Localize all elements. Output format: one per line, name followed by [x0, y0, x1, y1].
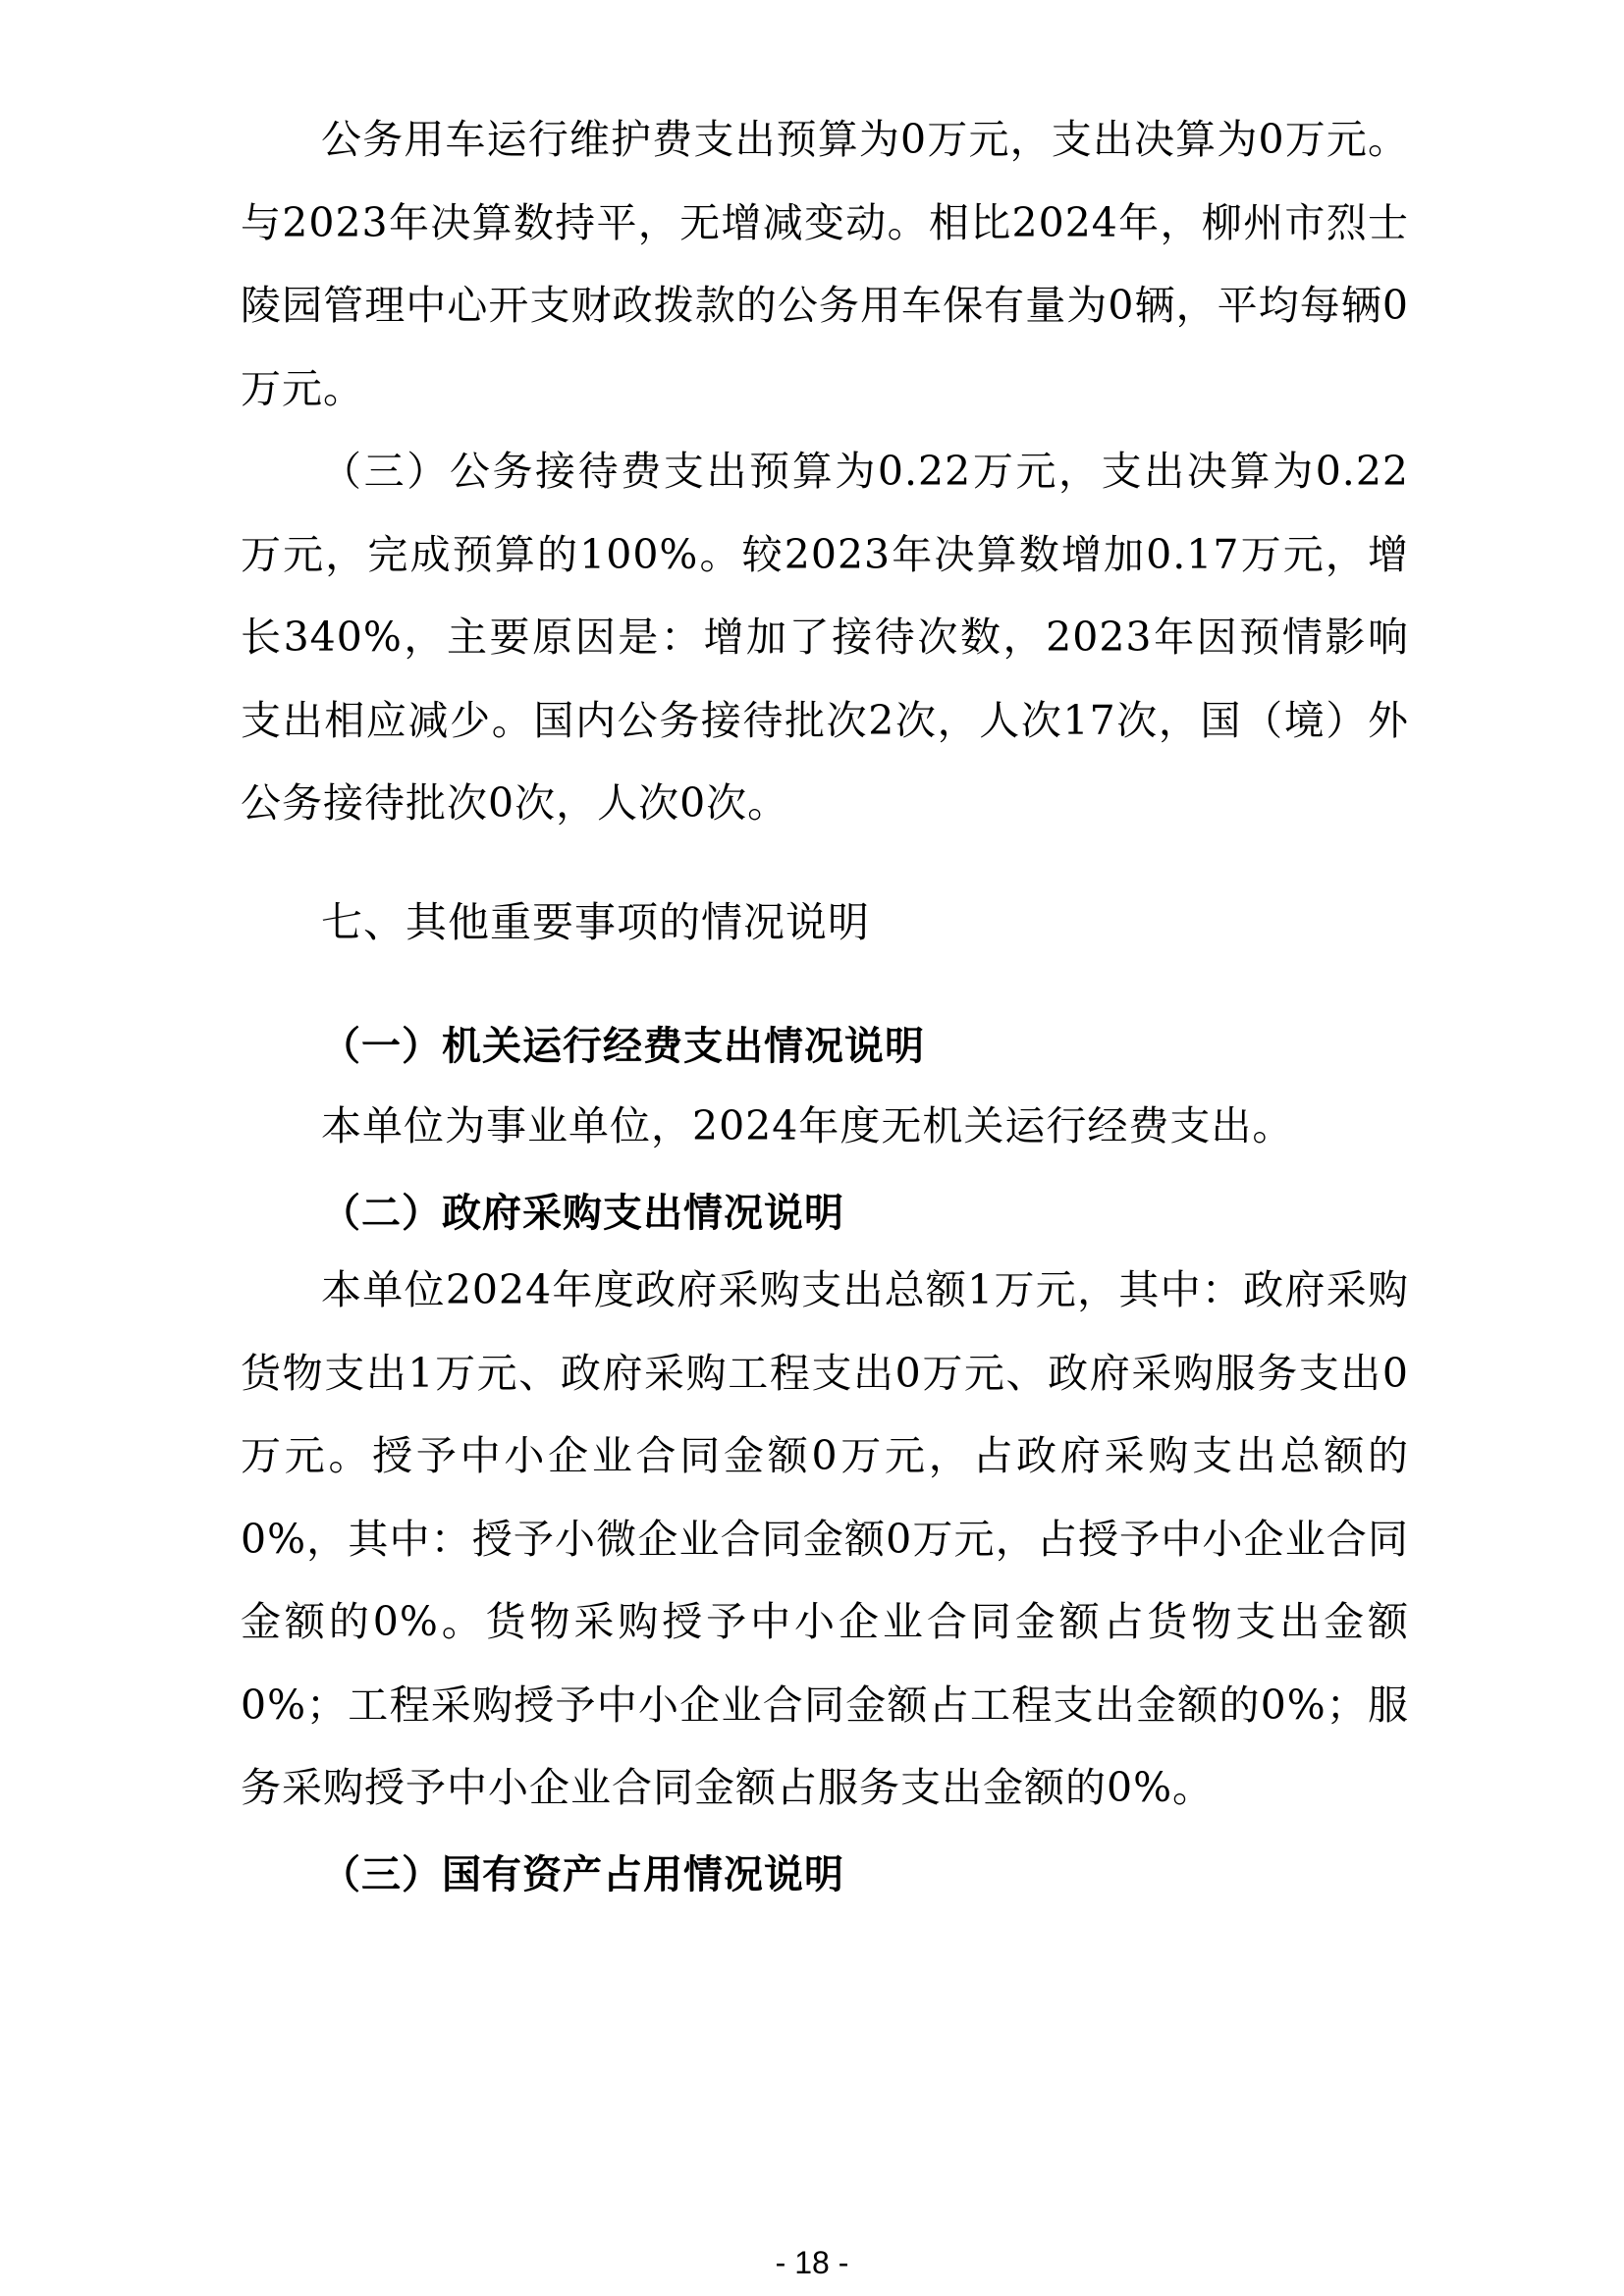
section-heading-other-matters: 七、其他重要事项的情况说明 [321, 898, 871, 946]
vehicle-maintenance-paragraph: 公务用车运行维护费支出预算为0万元，支出决算为0万元。与2023年决算数持平，无增减变动。相比2024年，柳州市烈士陵园管理中心开支财政拨款的公务用车保有量为0辆，平均每辆0万元。 [241, 116, 1409, 412]
sub-heading-agency-operation: （一）机关运行经费支出情况说明 [321, 1024, 925, 1069]
agency-operation-paragraph: 本单位为事业单位，2024年度无机关运行经费支出。 [321, 1102, 1294, 1149]
sub-heading-government-procurement: （二）政府采购支出情况说明 [321, 1191, 844, 1236]
page-number: - 18 - [775, 2245, 849, 2280]
reception-expense-paragraph: （三）公务接待费支出预算为0.22万元，支出决算为0.22万元，完成预算的100%。较2023年决算数增加0.17万元，增长340%，主要原因是：增加了接待次数，2023年因预情影响支出相应减少。国内公务接待批次2次，人次17次，国（境）外公务接待批次0次，人次0次。 [241, 448, 1409, 827]
sub-heading-state-assets: （三）国有资产占用情况说明 [321, 1852, 844, 1897]
procurement-paragraph: 本单位2024年度政府采购支出总额1万元，其中：政府采购货物支出1万元、政府采购工程支出0万元、政府采购服务支出0万元。授予中小企业合同金额0万元，占政府采购支出总额的0%，其中：授予小微企业合同金额0万元，占授予中小企业合同金额的0%。货物采购授予中小企业合同金额占货物支出金额0%；工程采购授予中小企业合同金额占工程支出金额的0%；服务采购授予中小企业合同金额占服务支出金额的0%。 [241, 1266, 1409, 1811]
